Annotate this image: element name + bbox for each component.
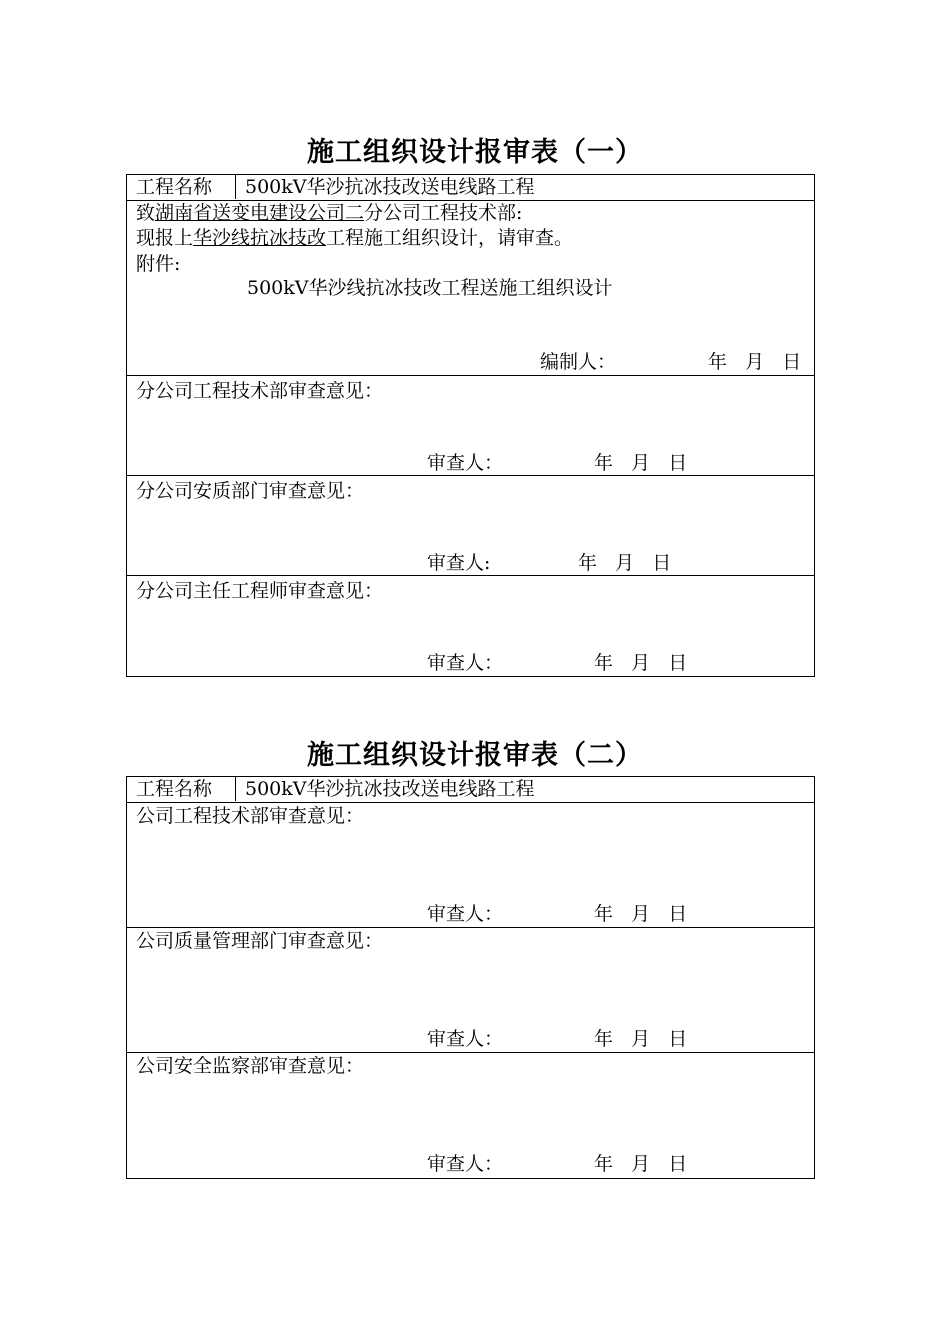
form1-compile-date: 年 月 日 [708,351,802,373]
form2-project-name: 500kV华沙抗冰技改送电线路工程 [245,778,535,800]
review-date: 年 月 日 [594,652,688,674]
review-date: 年 月 日 [578,552,672,574]
form1-project-label: 工程名称 [136,176,213,198]
form1-table [126,174,815,677]
reviewer-label: 审查人: [427,552,491,574]
review-date: 年 月 日 [594,452,688,474]
form1-project-name: 500kV华沙抗冰技改送电线路工程 [245,176,535,198]
reviewer-label: 审查人： [427,903,504,925]
review-date: 年 月 日 [594,1028,688,1050]
form1-submit-line [136,227,573,249]
section-label: 公司安全监察部审查意见： [136,1055,365,1077]
form1-to-prefix: 致 [136,202,156,224]
form1-to-company: 湖南省送变电建设公司二 [155,202,365,224]
form2-section-safety [127,1052,814,1179]
form2-project-row [127,777,814,801]
form1-submission-cell [127,200,814,376]
form2-title: 施工组织设计报审表（二） [307,740,643,771]
section-label: 公司工程技术部审查意见： [136,805,365,827]
form1-addressee-line [136,202,522,224]
form1-section-engineering [127,375,814,476]
review-date: 年 月 日 [594,1153,688,1175]
form1-submit-suffix: 工程施工组织设计，请审查。 [326,227,574,249]
section-label: 分公司工程技术部审查意见： [136,380,384,402]
reviewer-label: 审查人： [427,1153,504,1175]
form1-section-chief-engineer [127,575,814,677]
form1-compiler-label: 编制人： [540,351,617,373]
section-label: 分公司安质部门审查意见： [136,480,365,502]
form2-project-label-cell [127,777,236,801]
form1-submit-project: 华沙线抗冰技改 [193,227,327,249]
reviewer-label: 审查人： [427,1028,504,1050]
form1-attachment-label: 附件: [136,253,181,275]
reviewer-label: 审查人： [427,452,504,474]
form1-project-row [127,175,814,199]
form1-project-label-cell [127,175,236,199]
form1-title: 施工组织设计报审表（一） [307,137,643,168]
section-label: 分公司主任工程师审查意见： [136,580,384,602]
section-label: 公司质量管理部门审查意见： [136,930,384,952]
form1-to-dept: 分公司工程技术部: [364,202,523,224]
form2-section-engineering [127,802,814,928]
form1-section-safety-quality [127,475,814,576]
review-date: 年 月 日 [594,903,688,925]
form1-attachment-item: 500kV华沙线抗冰技改工程送施工组织设计 [247,277,613,299]
form2-project-label: 工程名称 [136,778,213,800]
form2-table [126,776,815,1179]
reviewer-label: 审查人： [427,652,504,674]
form1-submit-prefix: 现报上 [136,227,194,249]
form2-section-quality [127,927,814,1053]
